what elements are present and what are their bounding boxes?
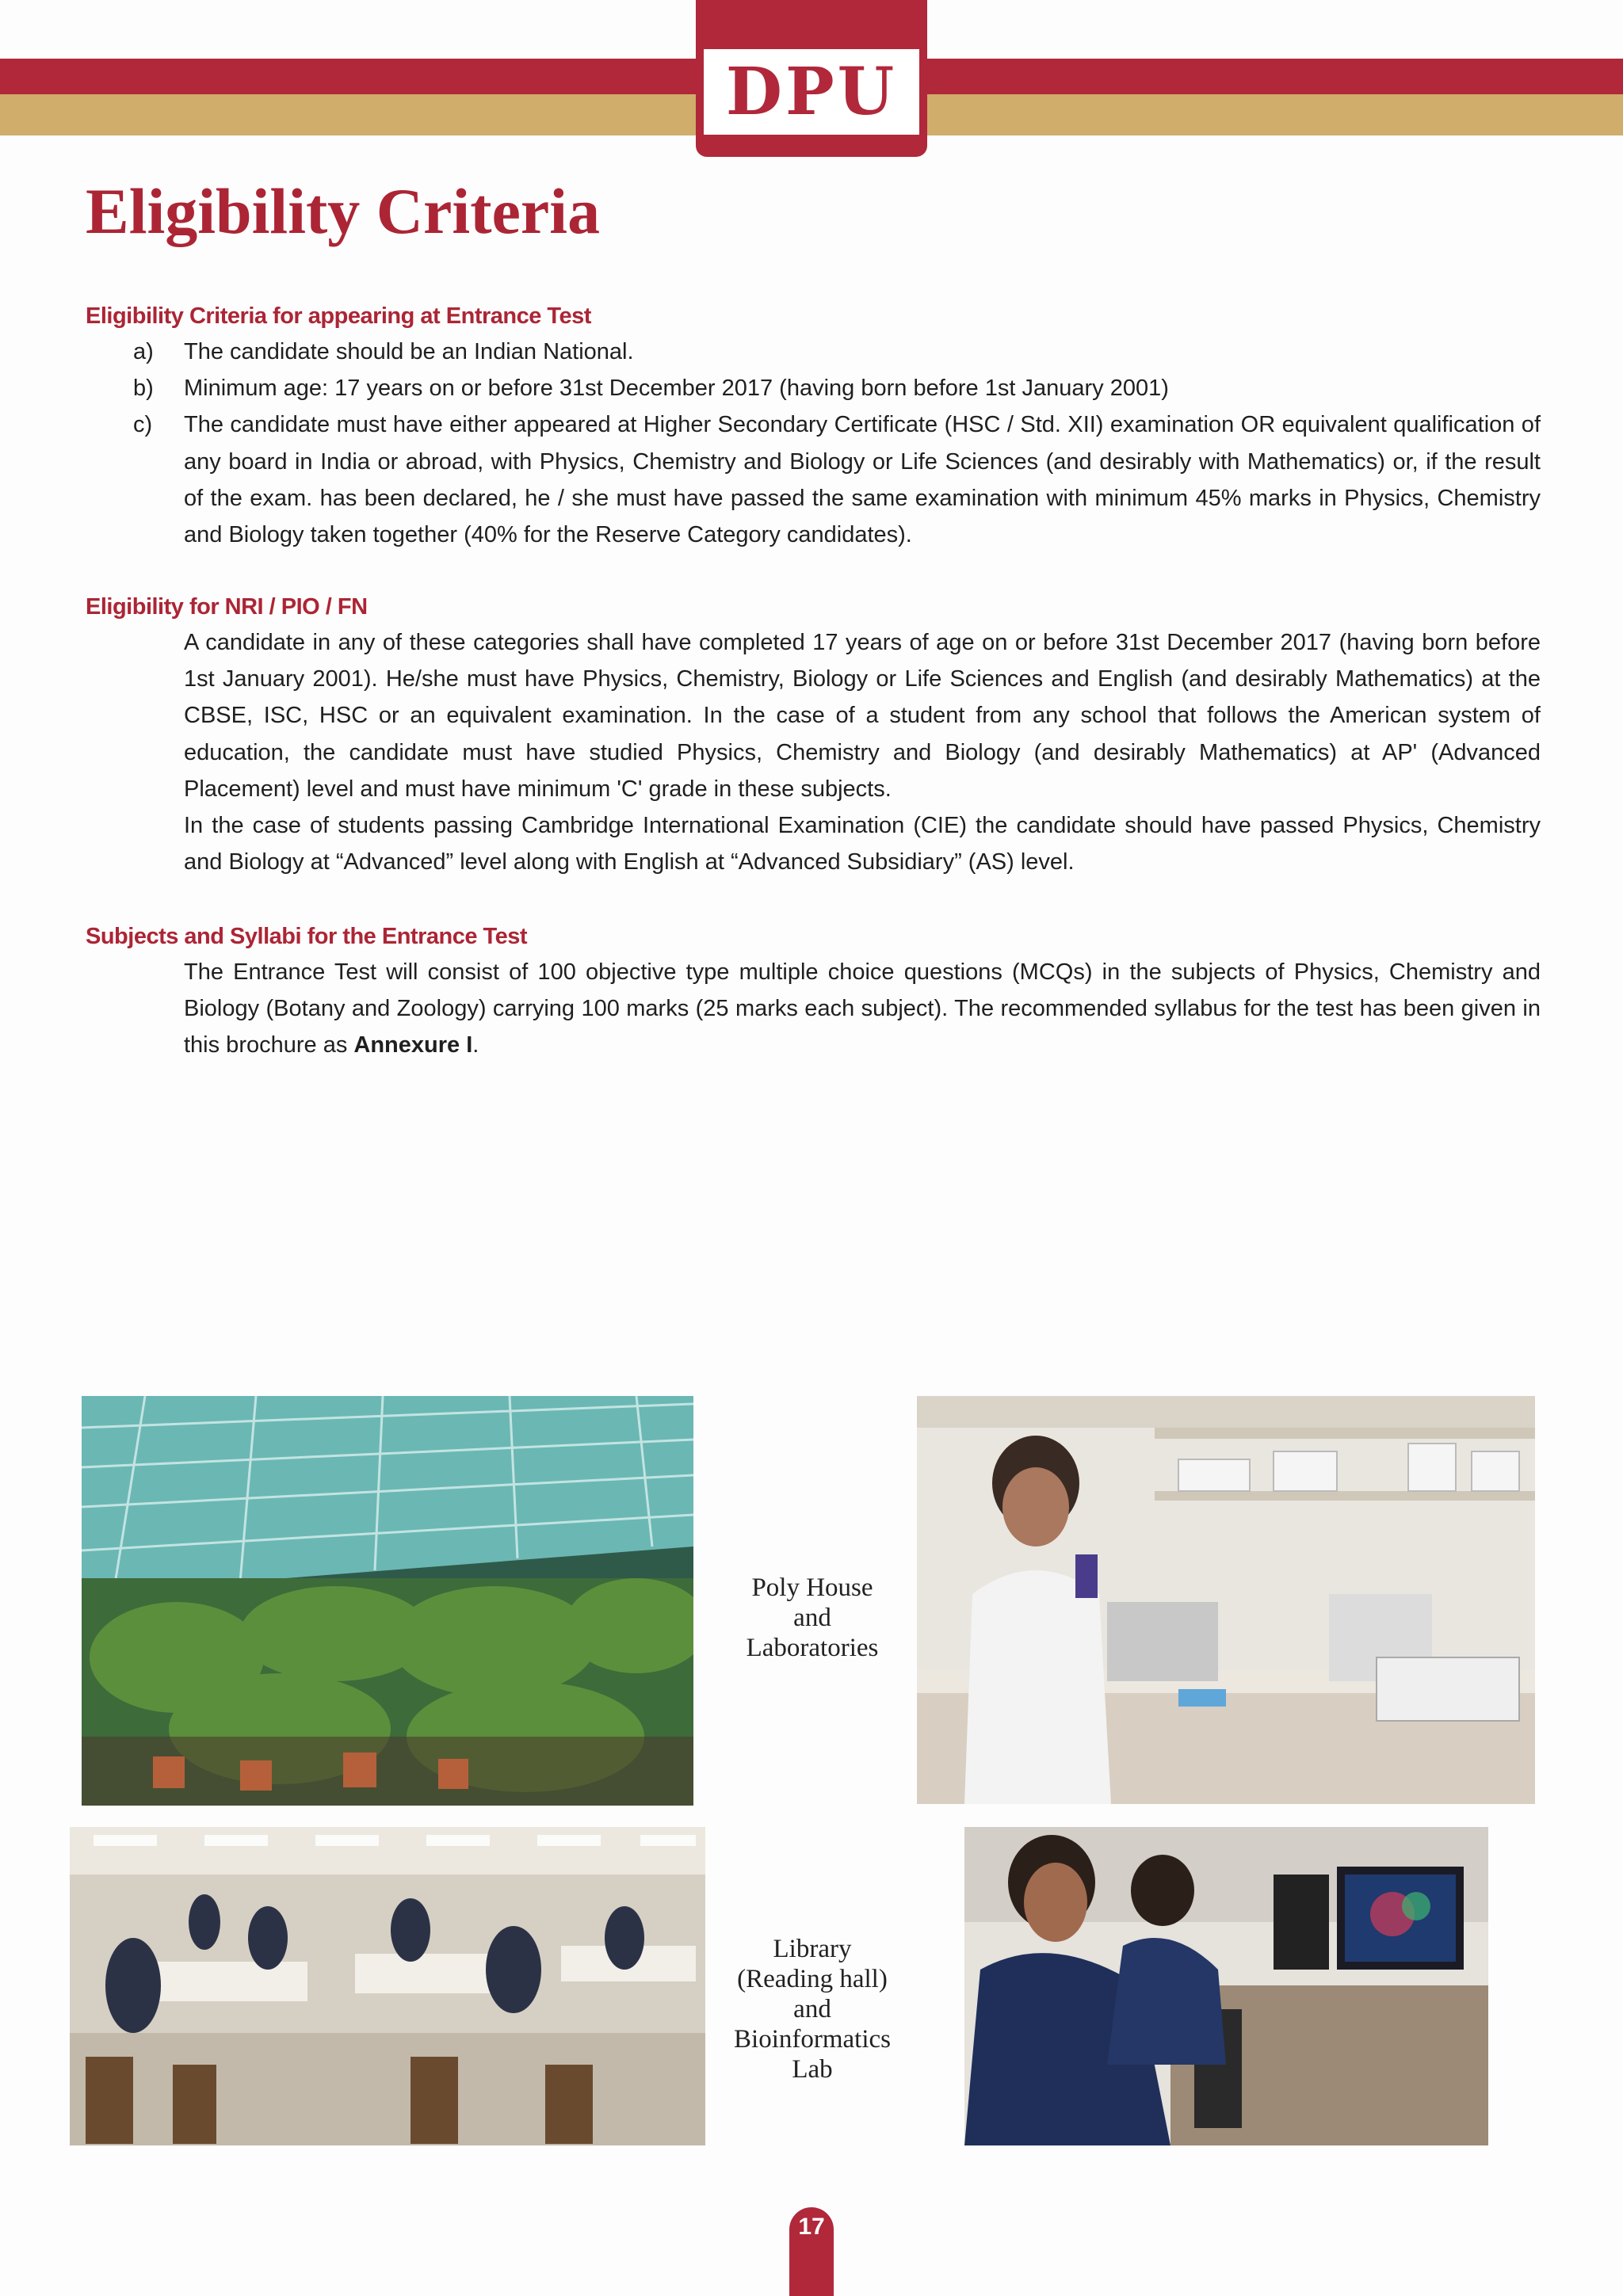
section-nri-eligibility xyxy=(86,589,1541,880)
list-item xyxy=(86,370,1541,406)
list-marker: b) xyxy=(133,376,154,402)
logo xyxy=(704,49,919,135)
caption-line: Lab xyxy=(792,2055,833,2084)
list-item xyxy=(86,406,1541,553)
section-heading: Eligibility Criteria for appearing at Entrance Test xyxy=(86,303,591,329)
paragraph: In the case of students passing Cambridge International Examination (CIE) the candidate should have passed Physics, Chemistry and Biology at “Advanced” level along with English at “Advanced Subsidiary” (AS) level. xyxy=(184,813,1541,875)
paragraph-text-end: . xyxy=(472,1032,479,1058)
logo-tab xyxy=(696,0,927,157)
list-text: The candidate should be an Indian National. xyxy=(184,339,634,364)
section-heading: Eligibility for NRI / PIO / FN xyxy=(86,594,368,620)
caption-line: Library xyxy=(773,1935,852,1963)
reading-hall-photo xyxy=(70,1827,705,2145)
caption-polyhouse-labs xyxy=(717,1573,907,1663)
computer-lab-photo xyxy=(964,1827,1488,2145)
caption-line: (Reading hall) xyxy=(737,1965,888,1993)
paragraph xyxy=(184,954,1541,1064)
list-marker: a) xyxy=(133,339,154,364)
list-text: The candidate must have either appeared at Higher Secondary Certificate (HSC / Std. XII) examination OR equivalent qualification of any board in India or abroad, with Physics, Chemistry and Biology or Life Sciences (and desirably with Mathematics) or, if the result of the exam. has been declared, he / she must have passed the same examination with minimum 45% marks in Physics, Chemistry and Biology taken together (40% for the Reserve Category candidates). xyxy=(184,412,1541,548)
list-text: Minimum age: 17 years on or before 31st December 2017 (having born before 1st January 2001) xyxy=(184,376,1169,402)
list-item xyxy=(86,334,1541,370)
paragraph-text: The Entrance Test will consist of 100 objective type multiple choice questions (MCQs) in the subjects of Physics, Chemistry and Biology (Botany and Zoology) carrying 100 marks (25 marks each subject). The recommended syllabus for the test has been given in this brochure as xyxy=(184,959,1541,1058)
section-subjects-syllabi xyxy=(86,919,1541,1064)
paragraph: A candidate in any of these categories shall have completed 17 years of age on or before 31st December 2017 (having born before 1st January 2001). He/she must have Physics, Chemistry, Biology or Life Sciences and English (and desirably Mathematics) at the CBSE, ISC, HSC or an equivalent examination. In the case of a student from any school that follows the American system of education, the candidate must have studied Physics, Chemistry and Biology (and desirably Mathematics) at AP' (Advanced Placement) level and must have minimum 'C' grade in these subjects. xyxy=(184,630,1541,802)
list-marker: c) xyxy=(133,412,153,438)
section-heading: Subjects and Syllabi for the Entrance Test xyxy=(86,924,527,949)
caption-line: Bioinformatics xyxy=(734,2025,891,2054)
caption-library-bioinformatics xyxy=(717,1934,907,2084)
caption-line: Laboratories xyxy=(746,1634,879,1662)
caption-line: Poly House xyxy=(751,1573,873,1602)
greenhouse-photo xyxy=(82,1396,693,1806)
annexure-reference: Annexure I xyxy=(353,1032,473,1058)
logo-text: DPU xyxy=(725,54,898,130)
caption-line: and xyxy=(793,1995,831,2023)
page-title: Eligibility Criteria xyxy=(86,175,601,247)
caption-line: and xyxy=(793,1604,831,1632)
page-number: 17 xyxy=(789,2207,834,2296)
section-entrance-eligibility xyxy=(86,299,1541,553)
laboratory-photo xyxy=(917,1396,1535,1804)
